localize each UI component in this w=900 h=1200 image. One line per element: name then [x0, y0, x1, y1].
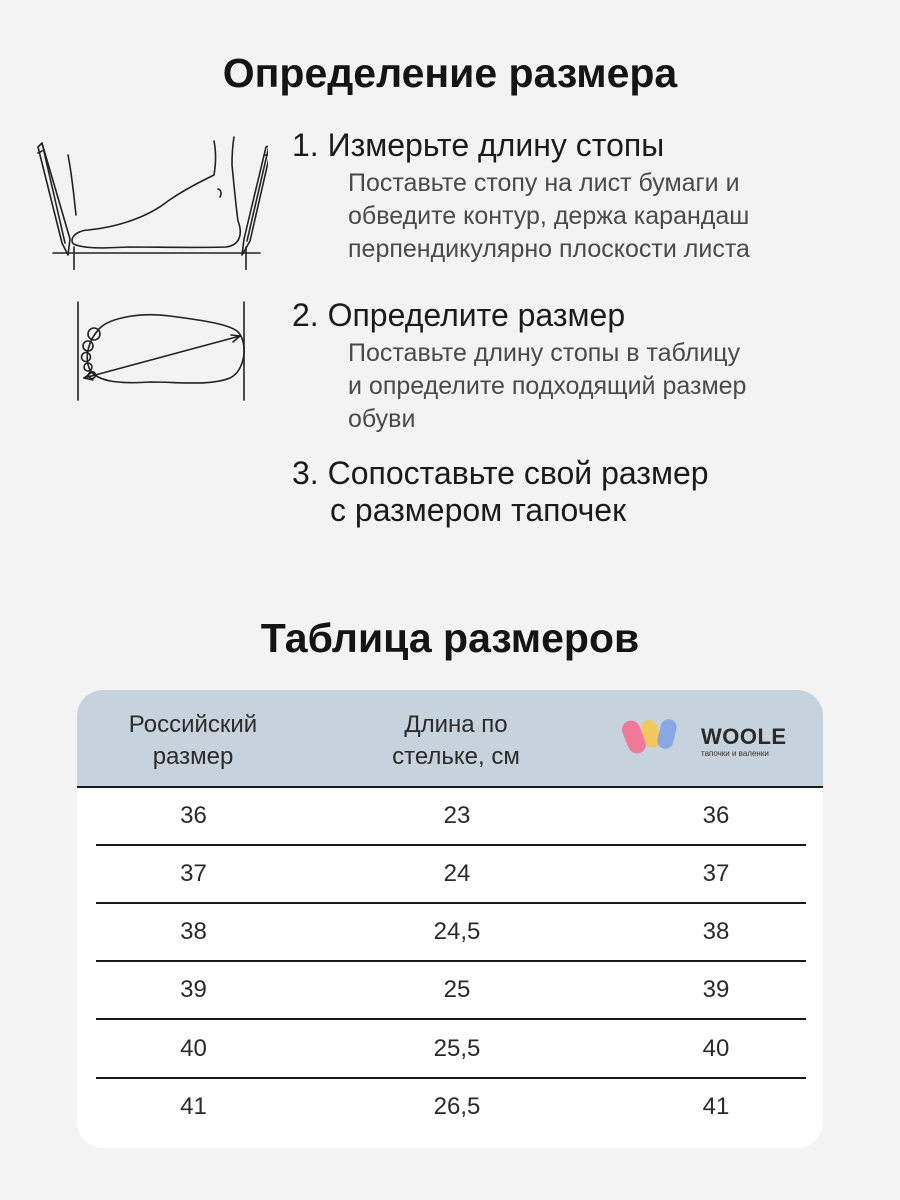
header-russian-size: [97, 709, 289, 773]
step-1-desc-line: обведите контур, держа карандаш: [348, 202, 750, 230]
cell-russian-size: 36: [180, 802, 207, 829]
logo-tagline: тапочки и валенки: [701, 749, 769, 758]
step-3-title: [292, 455, 709, 529]
size-table-header: [77, 690, 823, 788]
cell-length: 24: [443, 860, 471, 887]
step-2-description: [348, 337, 746, 436]
step-3-title-line: с размером тапочек: [330, 492, 627, 528]
woole-logo: [619, 716, 799, 766]
step-2-title: 2. Определите размер: [292, 297, 626, 333]
table-row: [96, 788, 806, 846]
table-row: [96, 904, 806, 962]
table-row: [96, 1079, 806, 1137]
cell-length: 25,5: [433, 1035, 481, 1062]
step-2-desc-line: обуви: [348, 405, 416, 433]
cell-length: 25: [443, 976, 471, 1003]
logo-wordmark: WOOLE: [701, 724, 787, 749]
table-row: [96, 962, 806, 1020]
cell-russian-size: 40: [180, 1035, 207, 1062]
size-table-title: Таблица размеров: [260, 615, 640, 661]
cell-woole-size: 39: [702, 976, 730, 1003]
foot-outline-illustration: [70, 300, 255, 405]
step-1-title: 1. Измерьте длину стопы: [292, 127, 665, 163]
cell-length: 26,5: [433, 1093, 481, 1120]
cell-woole-size: 37: [702, 860, 730, 887]
cell-woole-size: 36: [702, 802, 730, 829]
header-text: Российский: [128, 711, 258, 738]
step-1-description: [348, 167, 750, 266]
cell-russian-size: 41: [180, 1093, 207, 1120]
step-2: [292, 297, 746, 436]
step-1-desc-line: Поставьте стопу на лист бумаги и: [348, 169, 740, 197]
cell-length: 24,5: [433, 918, 481, 945]
table-row: [96, 1021, 806, 1079]
size-table: [77, 690, 823, 1148]
cell-russian-size: 39: [180, 976, 207, 1003]
step-1: [292, 127, 750, 266]
step-2-desc-line: Поставьте длину стопы в таблицу: [348, 339, 741, 367]
table-row: [96, 846, 806, 904]
cell-woole-size: 41: [702, 1093, 730, 1120]
step-3: [292, 455, 709, 529]
step-2-desc-line: и определите подходящий размер: [348, 372, 747, 400]
cell-russian-size: 38: [180, 918, 207, 945]
header-text: стельке, см: [392, 743, 520, 770]
step-1-desc-line: перпендикулярно плоскости листа: [348, 235, 750, 263]
header-text: размер: [152, 743, 234, 770]
cell-woole-size: 38: [702, 918, 730, 945]
cell-russian-size: 37: [180, 860, 207, 887]
page-title: Определение размера: [222, 50, 678, 96]
header-insole-length: [347, 709, 565, 773]
foot-measure-illustration: [28, 135, 268, 270]
header-text: Длина по: [404, 711, 508, 738]
woole-logo-icon: [619, 716, 689, 762]
row-divider: [96, 1018, 806, 1020]
step-3-title-line: 3. Сопоставьте свой размер: [292, 455, 709, 491]
cell-length: 23: [443, 802, 471, 829]
cell-woole-size: 40: [702, 1035, 730, 1062]
